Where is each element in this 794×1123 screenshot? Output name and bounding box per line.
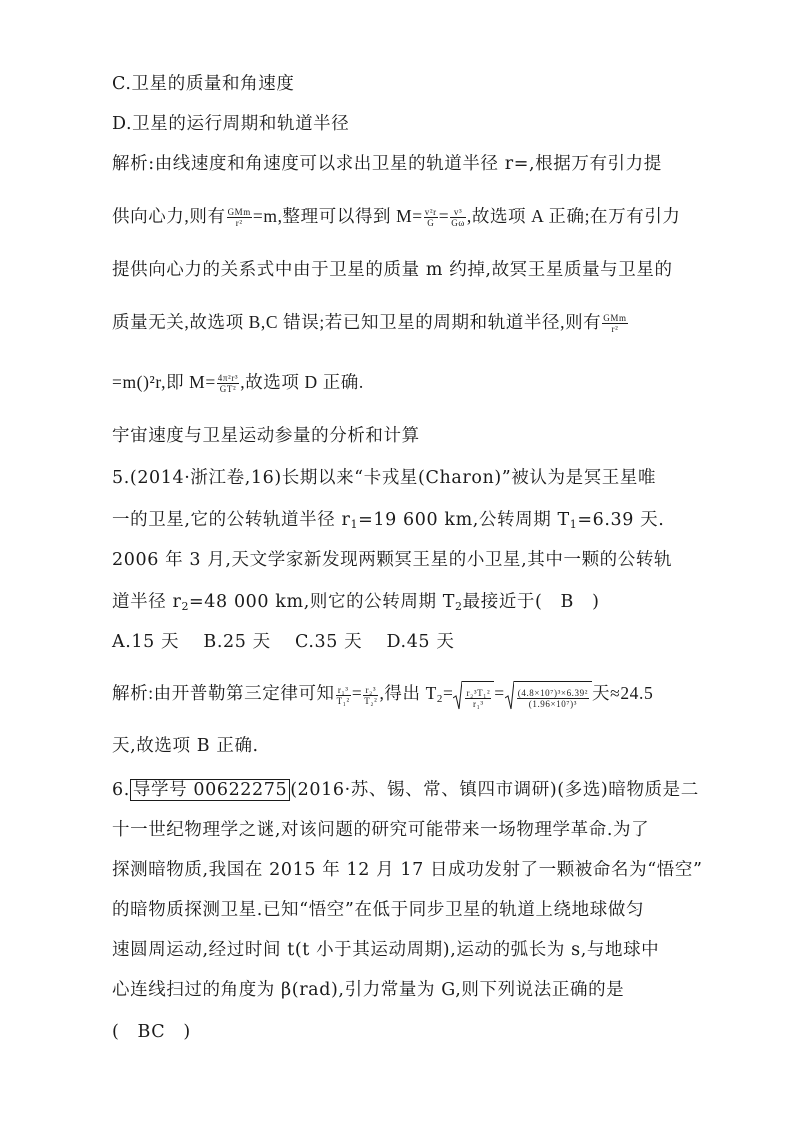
solution-line-4: 质量无关,故选项 B,C 错误;若已知卫星的周期和轨道半径,则有 $\frac{\text{GMm}}{\text{r²}}$ — [112, 312, 627, 335]
question-6-line-6: 心连线扫过的角度为 β(rad),引力常量为 G,则下列说法正确的是 — [112, 980, 625, 1000]
solution-line-1: 解析:由线速度和角速度可以求出卫星的轨道半径 r=,根据万有引力提 — [112, 154, 662, 174]
question-5-solution-end: 天,故选项 B 正确. — [112, 736, 259, 756]
question-5-options: A.15 天 B.25 天 C.35 天 D.45 天 — [112, 632, 455, 652]
solution-line-2: 供向心力,则有 $\frac{\text{GMm}}{\text{r²}}$ =m,整理可以得到 M= $\frac{\text{v²r}}{G}$ = $\frac{\text{v³}}{G\omega}$ ,故选项 A 正确;在万有引力 — [112, 206, 681, 229]
question-5-solution: 解析:由开普勒第三定律可知 $\frac{\text{r₁³}}{\text{T₁²}}$ = $\frac{\text{r₂³}}{\text{T₂²}}$ ,得出 $T_2=$ $\frac{\text{r₂³T₁²}}{\text{r₁³}}$ = $\frac{\text{(4.8×10⁷)³×6.39²}}{\text{(1.96×10⁷)³}}$ 天≈24.5 — [112, 680, 694, 711]
solution-line-5: =m()²r,即 M= $\frac{\text{4π²r³}}{\text{GT²}}$ ,故选项 D 正确. — [112, 372, 364, 395]
fraction-4pi2r3-gt2: $\frac{\text{4π²r³}}{\text{GT²}}$ — [217, 373, 239, 395]
fraction-v3-gw: $\frac{\text{v³}}{G\omega}$ — [451, 207, 465, 229]
option-c: C.卫星的质量和角速度 — [112, 74, 295, 94]
fraction-gmm-r2: $\frac{\text{GMm}}{\text{r²}}$ — [227, 207, 251, 229]
section-heading: 宇宙速度与卫星运动参量的分析和计算 — [112, 426, 420, 446]
question-6-line-4: 的暗物质探测卫星.已知“悟空”在低于同步卫星的轨道上绕地球做匀 — [112, 900, 645, 920]
guide-number-tag: 导学号 00622275 — [130, 779, 290, 801]
option-d: D.卫星的运行周期和轨道半径 — [112, 114, 350, 134]
question-6-line-2: 十一世纪物理学之谜,对该问题的研究可能带来一场物理学革命.为了 — [112, 820, 650, 840]
question-5-line-4: 道半径 $r_2=48$ 000 km,则它的公转周期 $T_2$最接近于( B ) — [112, 592, 600, 613]
question-5-line-3: 2006 年 3 月,天文学家新发现两颗冥王星的小卫星,其中一颗的公转轨 — [112, 550, 673, 570]
question-6-line-3: 探测暗物质,我国在 2015 年 12 月 17 日成功发射了一颗被命名为“悟空” — [112, 860, 703, 880]
sqrt-ratio: $\frac{\text{r₂³T₁²}}{\text{r₁³}}$ — [453, 680, 494, 710]
fraction-r1-t1: $\frac{\text{r₁³}}{\text{T₁²}}$ — [336, 684, 350, 706]
question-6-answer: ( BC ) — [112, 1022, 191, 1042]
fraction-gmm-r2-b: $\frac{\text{GMm}}{\text{r²}}$ — [603, 313, 627, 335]
question-5-line-1: 5.(2014·浙江卷,16)长期以来“卡戎星(Charon)”被认为是冥王星唯 — [112, 468, 657, 488]
solution-line-3: 提供向心力的关系式中由于卫星的质量 m 约掉,故冥王星质量与卫星的 — [112, 260, 673, 280]
question-6-line-5: 速圆周运动,经过时间 t(t 小于其运动周期),运动的弧长为 s,与地球中 — [112, 940, 660, 960]
fraction-r2-t2: $\frac{\text{r₂³}}{\text{T₂²}}$ — [364, 684, 378, 706]
sqrt-numeric: $\frac{\text{(4.8×10⁷)³×6.39²}}{\text{(1.96×10⁷)³}}$ — [505, 680, 592, 710]
question-6-line-1: 6. 导学号 00622275 (2016·苏、锡、常、镇四市调研)(多选)暗物质是二 — [112, 780, 699, 800]
fraction-v2r-g: $\frac{\text{v²r}}{G}$ — [424, 207, 437, 229]
question-5-line-2: 一的卫星,它的公转轨道半径 $r_1=19$ 600 km,公转周期 $T_1=6.39$ 天. — [112, 510, 665, 531]
